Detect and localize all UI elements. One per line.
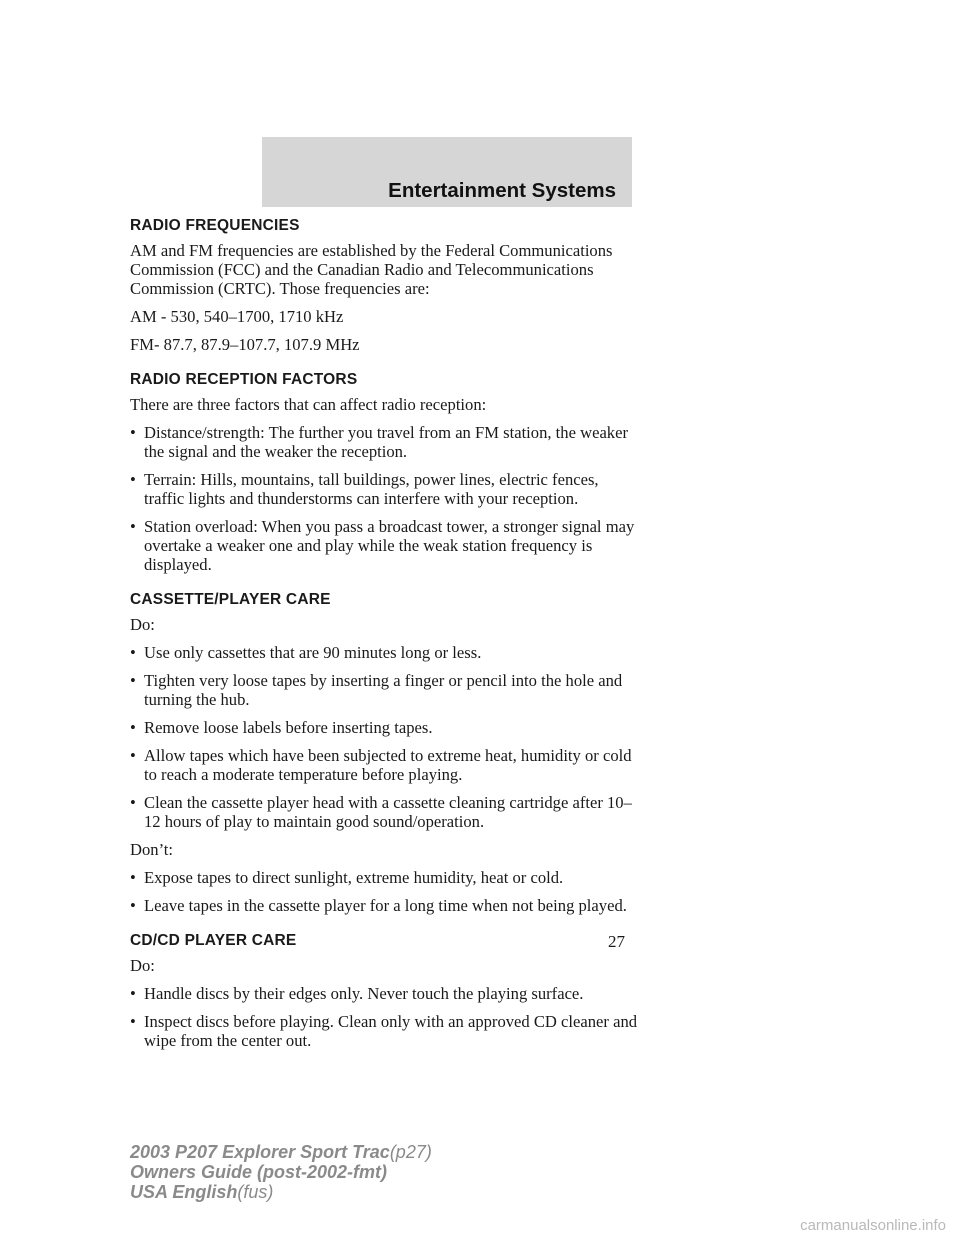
bullet-icon: • (130, 718, 136, 737)
bullet-icon: • (130, 423, 136, 442)
bullet-icon: • (130, 671, 136, 690)
bullet-icon: • (130, 896, 136, 915)
heading-radio-frequencies: RADIO FREQUENCIES (130, 217, 300, 234)
list-item: • Distance/strength: The further you travel from an FM station, the weaker the signal and the weaker the reception. (130, 423, 628, 461)
bullet-icon: • (130, 868, 136, 887)
section-header-band (262, 137, 632, 207)
cassette-dont-label: Don’t: (130, 840, 174, 859)
list-item: • Terrain: Hills, mountains, tall buildings, power lines, electric fences, traffic lights and thunderstorms can interfere with your reception. (130, 470, 599, 508)
list-item: • Use only cassettes that are 90 minutes long or less. (130, 643, 482, 662)
document-footer (130, 1142, 432, 1202)
heading-reception-factors: RADIO RECEPTION FACTORS (130, 371, 358, 388)
heading-cassette-care: CASSETTE/PLAYER CARE (130, 591, 331, 608)
section-title: Entertainment Systems (388, 179, 616, 202)
cassette-dont-list (130, 868, 640, 915)
list-item: • Expose tapes to direct sunlight, extreme humidity, heat or cold. (130, 868, 564, 887)
list-item: • Handle discs by their edges only. Never touch the playing surface. (130, 984, 584, 1003)
cd-do-list (130, 984, 640, 1050)
bullet-icon: • (130, 1012, 136, 1031)
bullet-icon: • (130, 470, 136, 489)
footer-line-1: 2003 P207 Explorer Sport Trac(p27) (130, 1142, 432, 1162)
page-content (130, 216, 640, 1059)
list-item: • Leave tapes in the cassette player for a long time when not being played. (130, 896, 627, 915)
bullet-icon: • (130, 517, 136, 536)
watermark[interactable]: carmanualsonline.info (800, 1217, 946, 1234)
list-item: • Tighten very loose tapes by inserting a finger or pencil into the hole and turning the hub. (130, 671, 623, 709)
am-frequencies: AM - 530, 540–1700, 1710 kHz (130, 307, 344, 326)
radio-frequencies-intro: AM and FM frequencies are established by the Federal Communications Commission (FCC) and the Canadian Radio and Telecommunications Commission (CRTC). Those frequencies are: (130, 241, 613, 298)
bullet-icon: • (130, 643, 136, 662)
list-item: • Station overload: When you pass a broadcast tower, a stronger signal may overtake a weaker one and play while the weak station frequency is displayed. (130, 517, 635, 574)
cassette-do-list (130, 643, 640, 831)
reception-intro: There are three factors that can affect radio reception: (130, 395, 487, 414)
bullet-icon: • (130, 793, 136, 812)
list-item: • Remove loose labels before inserting tapes. (130, 718, 433, 737)
footer-line-3: USA English(fus) (130, 1182, 274, 1202)
list-item: • Allow tapes which have been subjected to extreme heat, humidity or cold to reach a moderate temperature before playing. (130, 746, 632, 784)
list-item: • Clean the cassette player head with a cassette cleaning cartridge after 10–12 hours of play to maintain good sound/operation. (130, 793, 632, 831)
list-item: • Inspect discs before playing. Clean only with an approved CD cleaner and wipe from the center out. (130, 1012, 638, 1050)
footer-line-2: Owners Guide (post-2002-fmt) (130, 1162, 388, 1182)
bullet-icon: • (130, 984, 136, 1003)
bullet-icon: • (130, 746, 136, 765)
fm-frequencies: FM- 87.7, 87.9–107.7, 107.9 MHz (130, 335, 360, 354)
page-number: 27 (608, 932, 625, 951)
cassette-do-label: Do: (130, 615, 155, 634)
heading-cd-care: CD/CD PLAYER CARE (130, 932, 297, 949)
cd-do-label: Do: (130, 956, 155, 975)
reception-list (130, 423, 640, 574)
